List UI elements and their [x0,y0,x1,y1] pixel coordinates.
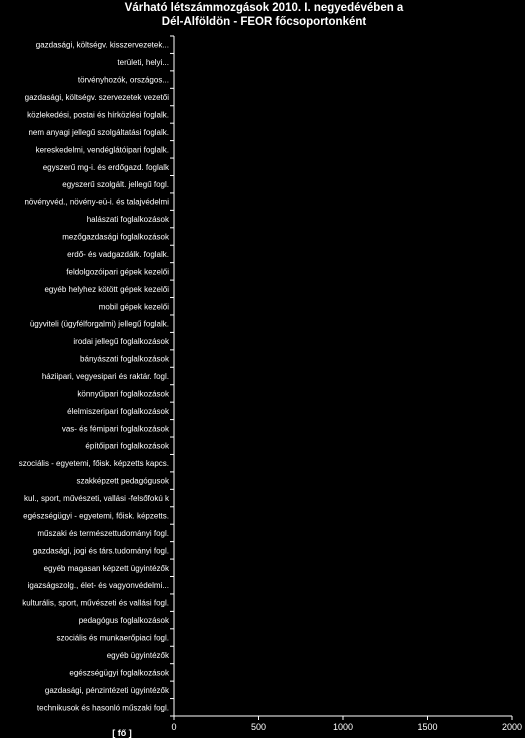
y-tick-label: kulturális, sport, művészeti és vallási fogl. [22,598,169,608]
y-tick-label: gazdasági, költségv. szervezetek vezetői [24,93,169,103]
x-tick-label: 2000 [501,722,523,732]
x-axis-unit-label: [ fő ] [112,728,132,738]
y-tick-label: halászati foglalkozások [86,215,169,225]
y-tick-label: szociális és munkaerőpiaci fogl. [56,633,169,643]
y-tick-label: műszaki és természettudományi fogl. [37,528,169,538]
y-tick-label: közlekedési, postai és hírközlési foglalk. [27,110,169,120]
y-tick-label: háziipari, vegyesipari és raktár. fogl. [41,372,169,381]
x-tick-label: 1000 [332,722,354,732]
y-tick-label: kereskedelmi, vendéglátóipari foglalk. [35,145,169,155]
y-tick-label: technikusok és hasonló műszaki fogl. [36,703,169,713]
y-tick-label: vas- és fémipari foglalkozások [61,424,169,434]
x-tick-label: 500 [250,722,267,732]
chart-title-line-2: Dél-Alföldön - FEOR főcsoportonként [161,16,367,28]
y-tick-label: irodai jellegű foglalkozások [73,337,169,347]
y-tick-label: igazságszolg., élet- és vagyonvédelmi... [27,581,169,591]
y-tick-label: törvényhozók, országos... [77,75,169,85]
x-tick-label: 1500 [417,722,438,732]
y-tick-label: nem anyagi jellegű szolgáltatási foglalk. [28,127,169,137]
y-tick-label: feldolgozóipari gépek kezelői [66,267,169,277]
y-tick-label: gazdasági, költségv. kisszervezetek... [35,40,169,50]
plot-area [19,36,522,732]
y-tick-label: területi, helyi... [117,58,169,68]
y-tick-label: mobil gépek kezelői [98,302,169,312]
y-tick-label: erdő- és vadgazdálk. foglalk. [67,249,169,259]
x-tick-label: 0 [171,722,177,732]
y-tick-label: egészségügyi foglalkozások [69,668,169,678]
y-tick-label: ügyviteli (ügyfélforgalmi) jellegű foglalk. [29,319,169,329]
y-tick-label: könnyűipari foglalkozások [77,389,169,399]
y-tick-label: bányászati foglalkozások [80,354,169,364]
y-tick-label: szakképzett pedagógusok [76,476,169,486]
y-tick-label: pedagógus foglalkozások [78,616,169,626]
y-tick-label: kul., sport, művészeti, vallási -felsőfokú k [24,494,169,504]
y-tick-label: élelmiszeripari foglalkozások [67,406,169,416]
y-tick-label: egyéb magasan képzett ügyintézők [43,563,169,573]
y-tick-label: egyszerű mg-i. és erdőgazd. foglalk [42,162,169,172]
y-tick-label: gazdasági, pénzintézeti ügyintézők [44,685,169,695]
chart-title-line-1: Várható létszámmozgások 2010. I. negyedévében a [124,2,404,14]
y-tick-label: egyéb helyhez kötött gépek kezelői [44,284,169,294]
y-tick-label: gazdasági, jogi és társ.tudományi fogl. [32,546,169,556]
y-tick-label: mezőgazdasági foglalkozások [62,232,169,242]
y-tick-label: növényvéd., növény-eü-i. és talajvédelmi [24,197,169,207]
y-tick-label: egyéb ügyintézők [106,650,169,660]
y-tick-label: építőipari foglalkozások [85,441,169,451]
y-tick-label: szociális - egyetemi, főisk. képzetts kapcs. [18,459,169,469]
y-tick-label: egészségügyi - egyetemi, főisk. képzetts. [23,511,169,521]
y-tick-label: egyszerű szolgált. jellegű fogl. [62,180,169,190]
